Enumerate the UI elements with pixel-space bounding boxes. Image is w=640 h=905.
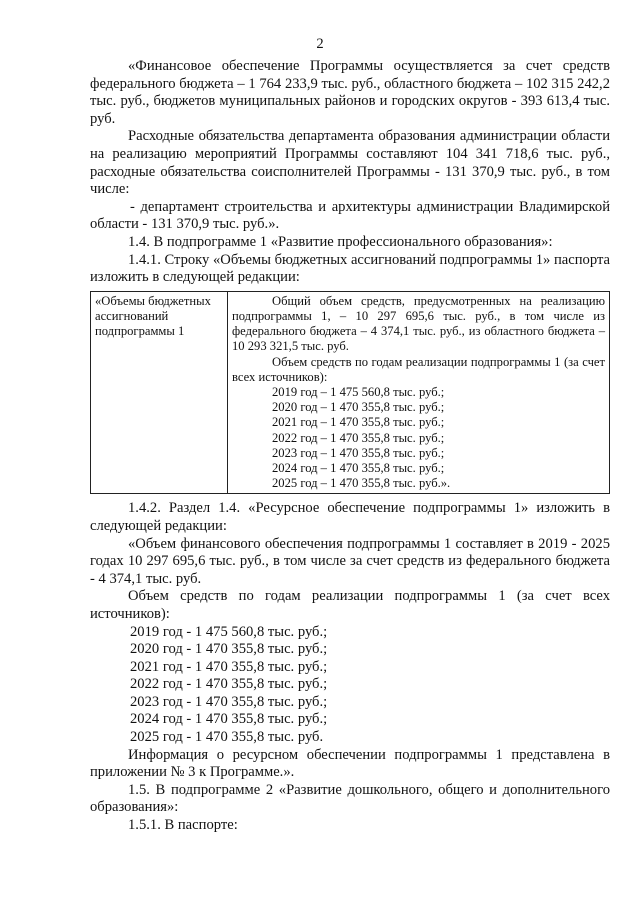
table-year-item: 2025 год – 1 470 355,8 тыс. руб.». bbox=[272, 476, 451, 491]
table-year-item: 2019 год – 1 475 560,8 тыс. руб.; bbox=[272, 384, 445, 399]
table-row bbox=[91, 291, 610, 494]
paragraph-financing: «Финансовое обеспечение Программы осуществляется за счет средств федерального бюджета – 1 764 233,9 тыс. руб., областного бюджета – 102 315 242,2 тыс. руб., бюджетов муниципальных районов и городских округов - 393 613,4 тыс. руб. bbox=[90, 58, 610, 127]
years-list bbox=[90, 624, 610, 747]
table-right-cell bbox=[228, 291, 610, 494]
paragraph-appendix-info: Информация о ресурсном обеспечении подпрограммы 1 представлена в приложении № 3 к Программе.». bbox=[90, 746, 610, 781]
paragraph-1-4-2: 1.4.2. Раздел 1.4. «Ресурсное обеспечение подпрограммы 1» изложить в следующей редакции: bbox=[90, 500, 610, 534]
table-year-item: 2024 год – 1 470 355,8 тыс. руб.; bbox=[272, 460, 445, 475]
paragraph-construction-dept: - департамент строительства и архитектуры администрации Владимирской области - 131 370,9 тыс. руб.». bbox=[90, 198, 610, 233]
table-year-item: 2023 год – 1 470 355,8 тыс. руб.; bbox=[272, 445, 445, 460]
paragraph-financing-volume: «Объем финансового обеспечения подпрограммы 1 составляет в 2019 - 2025 годах 10 297 695,6 тыс. руб., в том числе за счет средств из федерального бюджета - 4 374,1 тыс. руб. bbox=[90, 535, 610, 587]
year-item: 2021 год - 1 470 355,8 тыс. руб.; bbox=[130, 658, 328, 675]
table-year-item: 2022 год – 1 470 355,8 тыс. руб.; bbox=[272, 430, 445, 445]
paragraph-1-5: 1.5. В подпрограмме 2 «Развитие дошкольного, общего и дополнительного образования»: bbox=[90, 781, 610, 816]
document-body bbox=[90, 58, 610, 835]
year-item: 2020 год - 1 470 355,8 тыс. руб.; bbox=[130, 641, 328, 658]
paragraph-1-4-1: 1.4.1. Строку «Объемы бюджетных ассигнований подпрограммы 1» паспорта изложить в следующей редакции: bbox=[90, 251, 610, 286]
year-item: 2025 год - 1 470 355,8 тыс. руб. bbox=[130, 729, 324, 746]
table-left-cell: «Объемы бюджетных ассигнований подпрограммы 1 bbox=[91, 291, 228, 494]
paragraph-by-year: Объем средств по годам реализации подпрограммы 1 (за счет всех источников): bbox=[90, 588, 610, 622]
paragraph-obligations: Расходные обязательства департамента образования администрации области на реализацию мероприятий Программы составляют 104 341 718,6 тыс. руб., расходные обязательства соисполнителей Программы - 131 370,9 тыс. руб., в том числе: bbox=[90, 128, 610, 198]
year-item: 2023 год - 1 470 355,8 тыс. руб.; bbox=[130, 693, 328, 710]
year-item: 2024 год - 1 470 355,8 тыс. руб.; bbox=[130, 711, 328, 728]
passport-table bbox=[90, 291, 610, 495]
table-year-item: 2021 год – 1 470 355,8 тыс. руб.; bbox=[272, 415, 445, 430]
paragraph-1-4: 1.4. В подпрограмме 1 «Развитие профессионального образования»: bbox=[128, 233, 553, 250]
table-total-text: Общий объем средств, предусмотренных на реализацию подпрограммы 1, – 10 297 695,6 тыс. руб., в том числе из федерального бюджета – 4 374,1 тыс. руб., из областного бюджета – 10 293 321,5 тыс. руб. bbox=[232, 293, 605, 354]
page-number: 2 bbox=[316, 36, 324, 52]
paragraph-1-5-1: 1.5.1. В паспорте: bbox=[128, 817, 238, 834]
table-year-item: 2020 год – 1 470 355,8 тыс. руб.; bbox=[272, 400, 445, 415]
table-years-list bbox=[232, 385, 605, 491]
year-item: 2022 год - 1 470 355,8 тыс. руб.; bbox=[130, 676, 328, 693]
table-by-year-text: Объем средств по годам реализации подпрограммы 1 (за счет всех источников): bbox=[232, 354, 605, 384]
year-item: 2019 год - 1 475 560,8 тыс. руб.; bbox=[130, 623, 328, 640]
